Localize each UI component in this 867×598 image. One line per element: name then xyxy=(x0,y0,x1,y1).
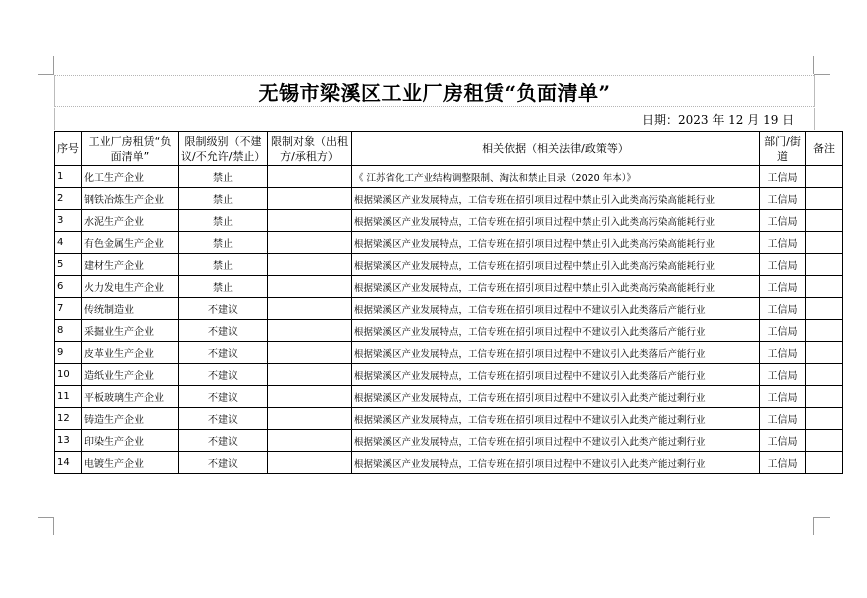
cell-target xyxy=(268,386,352,408)
cell-level: 不建议 xyxy=(179,364,268,386)
cell-target xyxy=(268,452,352,474)
cell-level: 不建议 xyxy=(179,320,268,342)
cell-industry: 水泥生产企业 xyxy=(82,210,179,232)
table-row xyxy=(55,166,843,188)
cell-dept: 工信局 xyxy=(760,188,806,210)
cell-industry: 造纸业生产企业 xyxy=(82,364,179,386)
cell-remark xyxy=(806,166,843,188)
cell-dept: 工信局 xyxy=(760,298,806,320)
cell-dept: 工信局 xyxy=(760,364,806,386)
cell-industry: 建材生产企业 xyxy=(82,254,179,276)
cell-industry: 火力发电生产企业 xyxy=(82,276,179,298)
cell-no: 6 xyxy=(55,276,82,298)
cell-dept: 工信局 xyxy=(760,408,806,430)
cell-level: 不建议 xyxy=(179,408,268,430)
document-title xyxy=(54,75,815,107)
cell-no: 8 xyxy=(55,320,82,342)
cell-basis: 根据梁溪区产业发展特点，工信专班在招引项目过程中不建议引入此类落后产能行业 xyxy=(352,342,760,364)
cell-basis: 根据梁溪区产业发展特点，工信专班在招引项目过程中不建议引入此类产能过剩行业 xyxy=(352,430,760,452)
cell-dept: 工信局 xyxy=(760,386,806,408)
cell-industry: 传统制造业 xyxy=(82,298,179,320)
cell-basis: 根据梁溪区产业发展特点，工信专班在招引项目过程中不建议引入此类产能过剩行业 xyxy=(352,386,760,408)
cell-level: 禁止 xyxy=(179,166,268,188)
cell-target xyxy=(268,364,352,386)
crop-mark-bottom-right-h xyxy=(814,517,830,518)
crop-mark-top-left-v xyxy=(53,56,54,74)
document-date: 日期：2023 年 12 月 19 日 xyxy=(642,113,795,127)
cell-no: 13 xyxy=(55,430,82,452)
cell-target xyxy=(268,232,352,254)
crop-mark-bottom-left-v xyxy=(53,517,54,535)
header-dept: 部门/街道 xyxy=(760,132,806,166)
table-row xyxy=(55,342,843,364)
header-remark: 备注 xyxy=(806,132,843,166)
cell-basis: 根据梁溪区产业发展特点，工信专班在招引项目过程中不建议引入此类落后产能行业 xyxy=(352,320,760,342)
cell-level: 不建议 xyxy=(179,452,268,474)
document-title-text: 无锡市梁溪区工业厂房租赁“负面清单” xyxy=(258,80,611,105)
cell-level: 禁止 xyxy=(179,254,268,276)
cell-remark xyxy=(806,342,843,364)
cell-no: 9 xyxy=(55,342,82,364)
table-row xyxy=(55,188,843,210)
table-row xyxy=(55,430,843,452)
date-line xyxy=(54,108,815,130)
cell-no: 4 xyxy=(55,232,82,254)
cell-industry: 采掘业生产企业 xyxy=(82,320,179,342)
cell-dept: 工信局 xyxy=(760,232,806,254)
cell-basis: 根据梁溪区产业发展特点，工信专班在招引项目过程中不建议引入此类产能过剩行业 xyxy=(352,408,760,430)
cell-basis: 根据梁溪区产业发展特点，工信专班在招引项目过程中禁止引入此类高污染高能耗行业 xyxy=(352,232,760,254)
cell-level: 不建议 xyxy=(179,430,268,452)
cell-basis: 根据梁溪区产业发展特点，工信专班在招引项目过程中不建议引入此类产能过剩行业 xyxy=(352,452,760,474)
cell-level: 禁止 xyxy=(179,210,268,232)
cell-remark xyxy=(806,232,843,254)
table-row xyxy=(55,452,843,474)
cell-remark xyxy=(806,408,843,430)
negative-list-table xyxy=(54,131,843,474)
cell-no: 10 xyxy=(55,364,82,386)
cell-remark xyxy=(806,298,843,320)
cell-no: 3 xyxy=(55,210,82,232)
table-row xyxy=(55,364,843,386)
crop-mark-bottom-right-v xyxy=(813,517,814,535)
cell-basis: 根据梁溪区产业发展特点，工信专班在招引项目过程中禁止引入此类高污染高能耗行业 xyxy=(352,188,760,210)
cell-level: 不建议 xyxy=(179,342,268,364)
cell-no: 7 xyxy=(55,298,82,320)
cell-basis: 根据梁溪区产业发展特点，工信专班在招引项目过程中禁止引入此类高污染高能耗行业 xyxy=(352,254,760,276)
cell-target xyxy=(268,320,352,342)
cell-dept: 工信局 xyxy=(760,430,806,452)
table-row xyxy=(55,276,843,298)
crop-mark-bottom-left-h xyxy=(38,517,54,518)
cell-target xyxy=(268,188,352,210)
cell-industry: 有色金属生产企业 xyxy=(82,232,179,254)
crop-mark-top-left-h xyxy=(38,74,54,75)
cell-no: 14 xyxy=(55,452,82,474)
table-row xyxy=(55,210,843,232)
cell-target xyxy=(268,254,352,276)
cell-remark xyxy=(806,188,843,210)
cell-industry: 电镀生产企业 xyxy=(82,452,179,474)
table-row xyxy=(55,232,843,254)
crop-mark-top-right-h xyxy=(814,74,830,75)
header-no: 序号 xyxy=(55,132,82,166)
cell-level: 禁止 xyxy=(179,232,268,254)
header-target: 限制对象（出租方/承租方） xyxy=(268,132,352,166)
cell-target xyxy=(268,276,352,298)
cell-basis: 根据梁溪区产业发展特点，工信专班在招引项目过程中禁止引入此类高污染高能耗行业 xyxy=(352,210,760,232)
header-level: 限制级别（不建议/不允许/禁止） xyxy=(179,132,268,166)
cell-no: 1 xyxy=(55,166,82,188)
table-row xyxy=(55,408,843,430)
header-industry: 工业厂房租赁“负面清单” xyxy=(82,132,179,166)
cell-target xyxy=(268,166,352,188)
cell-no: 11 xyxy=(55,386,82,408)
cell-no: 5 xyxy=(55,254,82,276)
table-header-row xyxy=(55,132,843,166)
header-basis: 相关依据（相关法律/政策等） xyxy=(352,132,760,166)
cell-level: 禁止 xyxy=(179,276,268,298)
table-row xyxy=(55,386,843,408)
cell-remark xyxy=(806,276,843,298)
table-row xyxy=(55,254,843,276)
cell-remark xyxy=(806,452,843,474)
cell-target xyxy=(268,298,352,320)
cell-basis: 根据梁溪区产业发展特点，工信专班在招引项目过程中不建议引入此类落后产能行业 xyxy=(352,298,760,320)
cell-no: 2 xyxy=(55,188,82,210)
cell-level: 不建议 xyxy=(179,386,268,408)
cell-industry: 平板玻璃生产企业 xyxy=(82,386,179,408)
cell-dept: 工信局 xyxy=(760,276,806,298)
cell-remark xyxy=(806,254,843,276)
cell-remark xyxy=(806,210,843,232)
cell-remark xyxy=(806,364,843,386)
cell-level: 禁止 xyxy=(179,188,268,210)
cell-industry: 印染生产企业 xyxy=(82,430,179,452)
cell-target xyxy=(268,430,352,452)
table-row xyxy=(55,298,843,320)
crop-mark-top-right-v xyxy=(813,56,814,74)
cell-target xyxy=(268,210,352,232)
cell-industry: 钢铁冶炼生产企业 xyxy=(82,188,179,210)
cell-basis: 根据梁溪区产业发展特点，工信专班在招引项目过程中不建议引入此类落后产能行业 xyxy=(352,364,760,386)
cell-dept: 工信局 xyxy=(760,254,806,276)
cell-industry: 皮革业生产企业 xyxy=(82,342,179,364)
cell-dept: 工信局 xyxy=(760,342,806,364)
cell-level: 不建议 xyxy=(179,298,268,320)
cell-basis: 《 江苏省化工产业结构调整限制、淘汰和禁止目录（2020 年本）》 xyxy=(352,166,760,188)
cell-remark xyxy=(806,430,843,452)
cell-target xyxy=(268,408,352,430)
cell-no: 12 xyxy=(55,408,82,430)
cell-industry: 化工生产企业 xyxy=(82,166,179,188)
table-row xyxy=(55,320,843,342)
cell-basis: 根据梁溪区产业发展特点，工信专班在招引项目过程中禁止引入此类高污染高能耗行业 xyxy=(352,276,760,298)
cell-industry: 铸造生产企业 xyxy=(82,408,179,430)
cell-dept: 工信局 xyxy=(760,210,806,232)
cell-dept: 工信局 xyxy=(760,320,806,342)
cell-dept: 工信局 xyxy=(760,452,806,474)
cell-dept: 工信局 xyxy=(760,166,806,188)
cell-remark xyxy=(806,320,843,342)
cell-remark xyxy=(806,386,843,408)
cell-target xyxy=(268,342,352,364)
